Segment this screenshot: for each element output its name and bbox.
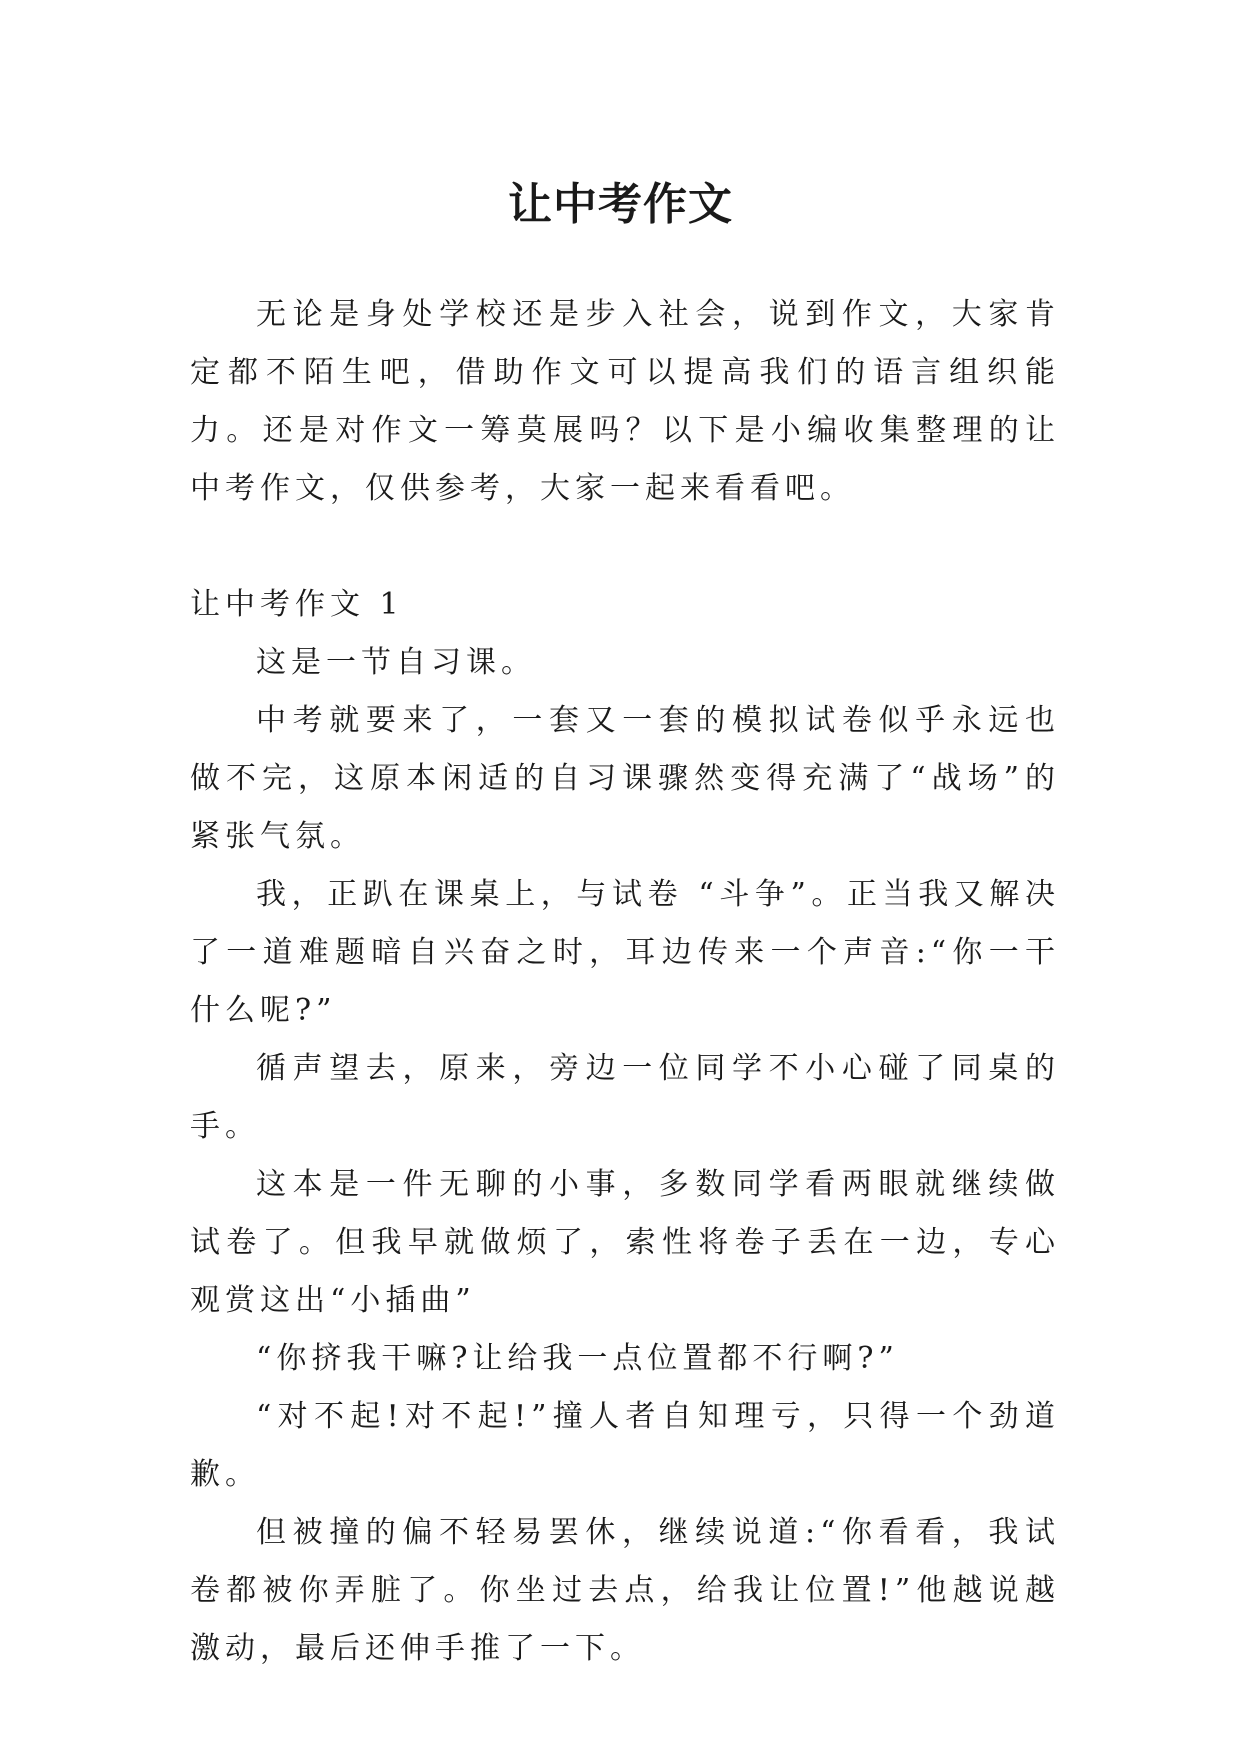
body-paragraph: 中考就要来了，一套又一套的模拟试卷似乎永远也做不完，这原本闲适的自习课骤然变得充满了“战场”的紧张气氛。 — [190, 703, 1060, 854]
body-paragraph: 这本是一件无聊的小事，多数同学看两眼就继续做试卷了。但我早就做烦了，索性将卷子丢在一边，专心观赏这出“小插曲” — [190, 1167, 1060, 1318]
document-title: 让中考作文 — [508, 179, 733, 231]
body-paragraph: 但被撞的偏不轻易罢休，继续说道:“你看看，我试卷都被你弄脏了。你坐过去点，给我让位置!”他越说越激动，最后还伸手推了一下。 — [190, 1515, 1060, 1666]
body-paragraph: 我，正趴在课桌上，与试卷 “斗争”。正当我又解决了一道难题暗自兴奋之时，耳边传来一个声音:“你一干什么呢?” — [190, 877, 1060, 1028]
body-paragraph: 这是一节自习课。 — [256, 645, 536, 680]
body-paragraph: 循声望去，原来，旁边一位同学不小心碰了同桌的手。 — [190, 1051, 1060, 1144]
intro-paragraph: 无论是身处学校还是步入社会，说到作文，大家肯定都不陌生吧，借助作文可以提高我们的语言组织能力。还是对作文一筹莫展吗？以下是小编收集整理的让中考作文，仅供参考，大家一起来看看吧。 — [190, 297, 1060, 506]
body-paragraph: “对不起!对不起!”撞人者自知理亏，只得一个劲道歉。 — [190, 1399, 1060, 1492]
body-paragraph: “你挤我干嘛?让给我一点位置都不行啊?” — [256, 1341, 899, 1376]
document-body — [190, 286, 1060, 1678]
section-heading: 让中考作文 1 — [190, 587, 404, 622]
